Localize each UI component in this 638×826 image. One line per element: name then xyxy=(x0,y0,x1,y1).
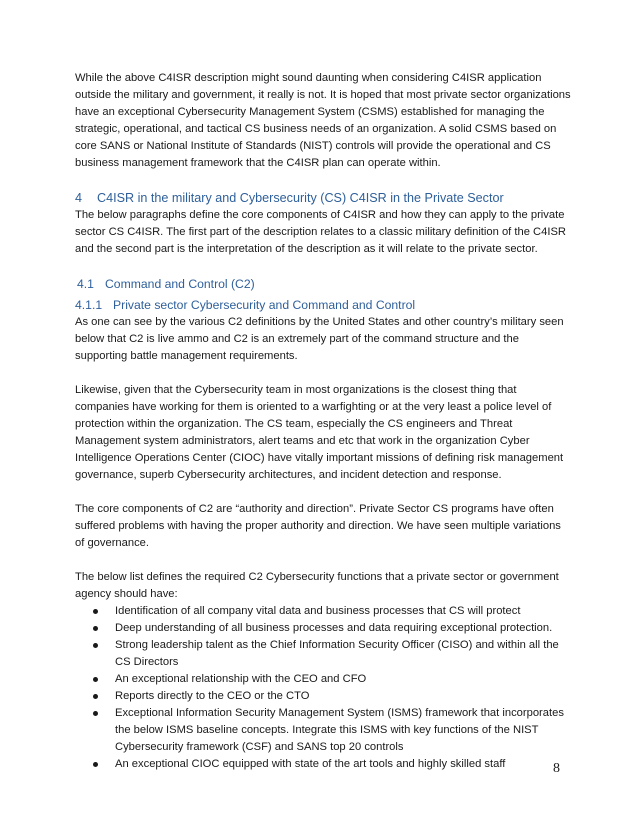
c2-functions-list xyxy=(75,603,571,773)
list-item xyxy=(75,671,571,688)
list-item-text: Strong leadership talent as the Chief Information Security Officer (CISO) and within all the CS Directors xyxy=(115,639,559,668)
list-item xyxy=(75,620,571,637)
list-item xyxy=(75,756,571,773)
list-item-text: Reports directly to the CEO or the CTO xyxy=(115,690,310,702)
section-4-paragraph: The below paragraphs define the core components of C4ISR and how they can apply to the private sector CS C4ISR. The first part of the description relates to a classic military definition of the C4ISR and the second part is the interpretation of the description as it will relate to the private sector. xyxy=(75,209,567,255)
page-content xyxy=(75,70,571,773)
section-4-1-number: 4.1 xyxy=(77,277,94,291)
section-4-number: 4 xyxy=(75,191,83,205)
list-item xyxy=(75,705,571,756)
section-4-heading xyxy=(75,189,571,207)
bullet-icon xyxy=(93,694,98,699)
section-4-title: C4ISR in the military and Cybersecurity (CS) C4ISR in the Private Sector xyxy=(97,191,504,205)
section-4-1-title: Command and Control (C2) xyxy=(105,277,255,291)
bullet-icon xyxy=(93,609,98,614)
bullet-icon xyxy=(93,643,98,648)
bullet-icon xyxy=(93,677,98,682)
list-item xyxy=(75,603,571,620)
section-4-1-1-title: Private sector Cybersecurity and Command and Control xyxy=(113,298,416,312)
paragraph-list-intro: The below list defines the required C2 Cybersecurity functions that a private sector or government agency should have: xyxy=(75,571,559,600)
paragraph-cs-team: Likewise, given that the Cybersecurity team in most organizations is the closest thing that companies have working for them is oriented to a warfighting or at the very least a police level of protection within the organization. The CS team, especially the CS engineers and Threat Management system administrators, alert teams and etc that work in the organization Cyber Intelligence Operations Center (CIOC) have vitally important missions of defining risk management governance, superb Cybersecurity architectures, and incident detection and response. xyxy=(75,384,564,481)
bullet-icon xyxy=(93,762,98,767)
page-number: 8 xyxy=(553,761,560,776)
list-item-text: Identification of all company vital data and business processes that CS will protect xyxy=(115,605,521,617)
paragraph-core-components: The core components of C2 are “authority and direction”. Private Sector CS programs have often suffered problems with having the proper authority and direction. We have seen multiple variations of governance. xyxy=(75,503,561,549)
list-item xyxy=(75,688,571,705)
bullet-icon xyxy=(93,626,98,631)
section-4-1-1-heading xyxy=(75,296,571,314)
list-item-text: An exceptional CIOC equipped with state of the art tools and highly skilled staff xyxy=(115,758,506,770)
section-4-1-heading xyxy=(75,275,571,293)
list-item-text: An exceptional relationship with the CEO and CFO xyxy=(115,673,367,685)
bullet-icon xyxy=(93,711,98,716)
list-item-text: Exceptional Information Security Management System (ISMS) framework that incorporates the below ISMS baseline concepts. Integrate this ISMS with key functions of the NIST Cybersecurity framework (CSF) and SANS top 20 controls xyxy=(115,707,564,753)
list-item xyxy=(75,637,571,671)
section-4-1-1-number: 4.1.1 xyxy=(75,298,103,312)
intro-paragraph: While the above C4ISR description might sound daunting when considering C4ISR application outside the military and government, it really is not. It is hoped that most private sector organizations have an exceptional Cybersecurity Management System (CSMS) established for managing the strategic, operational, and tactical CS business needs of an organization. A solid CSMS based on core SANS or National Institute of Standards (NIST) controls will provide the operational and CS business management framework that the C4ISR plan can operate within. xyxy=(75,72,571,169)
list-item-text: Deep understanding of all business processes and data requiring exceptional protection. xyxy=(115,622,553,634)
paragraph-c2-definitions: As one can see by the various C2 definitions by the United States and other country’s military seen below that C2 is live ammo and C2 is an extremely part of the command structure and the supporting battle management requirements. xyxy=(75,316,564,362)
